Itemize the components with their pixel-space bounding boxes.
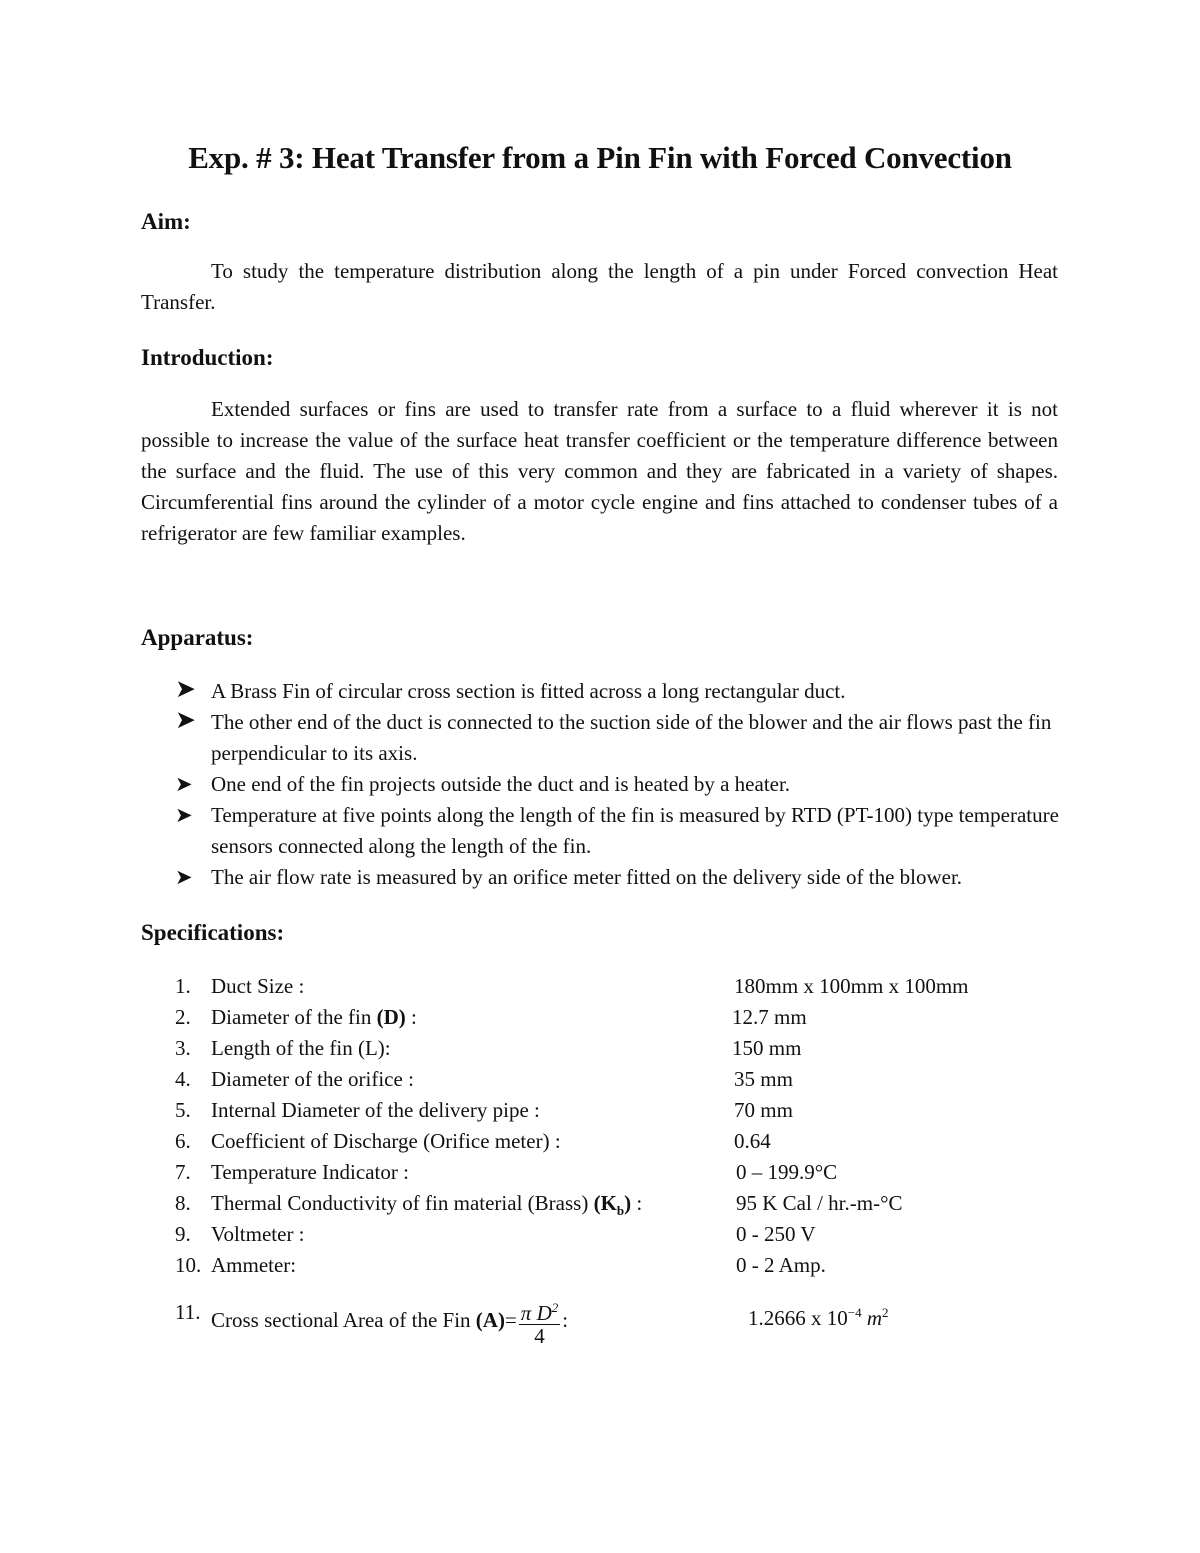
- spec-row: 1. Duct Size : 180mm x 100mm x 100mm: [175, 974, 969, 998]
- spec-row: 6. Coefficient of Discharge (Orifice meter) : 0.64: [175, 1129, 771, 1153]
- area-formula-fraction: $\frac{\pi D^2}{4}$: [519, 1297, 560, 1347]
- spec-row: 7. Temperature Indicator : 0 – 199.9°C: [175, 1160, 838, 1184]
- arrow-bullet-icon: ➤: [175, 865, 193, 889]
- spec-row: 2. Diameter of the fin (D) : 12.7 mm: [175, 1005, 807, 1029]
- introduction-paragraph: [141, 394, 1058, 549]
- specifications-list: [141, 971, 1071, 1348]
- aim-heading: Aim:: [141, 209, 191, 234]
- aim-paragraph: [141, 256, 1058, 318]
- spec-row: 4. Diameter of the orifice : 35 mm: [175, 1067, 793, 1091]
- arrow-bullet-icon: ➤: [175, 676, 196, 703]
- spec-row: 5. Internal Diameter of the delivery pipe : 70 mm: [175, 1098, 793, 1122]
- list-item: ➤ One end of the fin projects outside the duct and is heated by a heater.: [141, 769, 1071, 800]
- introduction-text: Extended surfaces or fins are used to transfer rate from a surface to a fluid wherever it is not possible to increase the value of the surface heat transfer coefficient or the temperature difference between the surface and the fluid. The use of this very common and they are fabricated in a variety of shapes. Circumferential fins around the cylinder of a motor cycle engine and fins attached to condenser tubes of a refrigerator are few familiar examples.: [141, 397, 1058, 545]
- spec-row: 9. Voltmeter : 0 - 250 V: [175, 1222, 816, 1246]
- spec-row: 3. Length of the fin (L): 150 mm: [175, 1036, 802, 1060]
- spec-row: 10. Ammeter: 0 - 2 Amp.: [175, 1253, 826, 1277]
- list-item: ➤ A Brass Fin of circular cross section is fitted across a long rectangular duct.: [175, 676, 846, 703]
- list-item: ➤ The air flow rate is measured by an orifice meter fitted on the delivery side of the blower.: [141, 862, 1071, 893]
- introduction-heading: Introduction:: [141, 345, 274, 370]
- page-title: Exp. # 3: Heat Transfer from a Pin Fin with Forced Convection: [188, 140, 1012, 175]
- aim-text: To study the temperature distribution along the length of a pin under Forced convection Heat Transfer.: [141, 259, 1058, 314]
- spec-row-formula: 11. Cross sectional Area of the Fin (A)= $\frac{\pi D^2}{4}$ : 1.2666 x $10^{-4}$ $m^2$: [141, 1281, 1071, 1343]
- apparatus-list: [141, 676, 1071, 893]
- specifications-heading: Specifications:: [141, 920, 285, 945]
- list-item: ➤ The other end of the duct is connected to the suction side of the blower and the air flows past the fin perpendicular to its axis.: [175, 707, 1052, 765]
- arrow-bullet-icon: ➤: [175, 707, 196, 734]
- apparatus-heading: Apparatus:: [141, 625, 254, 650]
- arrow-bullet-icon: ➤: [175, 772, 193, 796]
- arrow-bullet-icon: ➤: [175, 803, 193, 827]
- list-item: ➤ Temperature at five points along the length of the fin is measured by RTD (PT-100) type temperature sensors connected along the length of the fin.: [141, 800, 1071, 862]
- spec-row: 8. Thermal Conductivity of fin material (Brass) $(K_b)$ : 95 K Cal / hr.-m-°C: [175, 1191, 903, 1219]
